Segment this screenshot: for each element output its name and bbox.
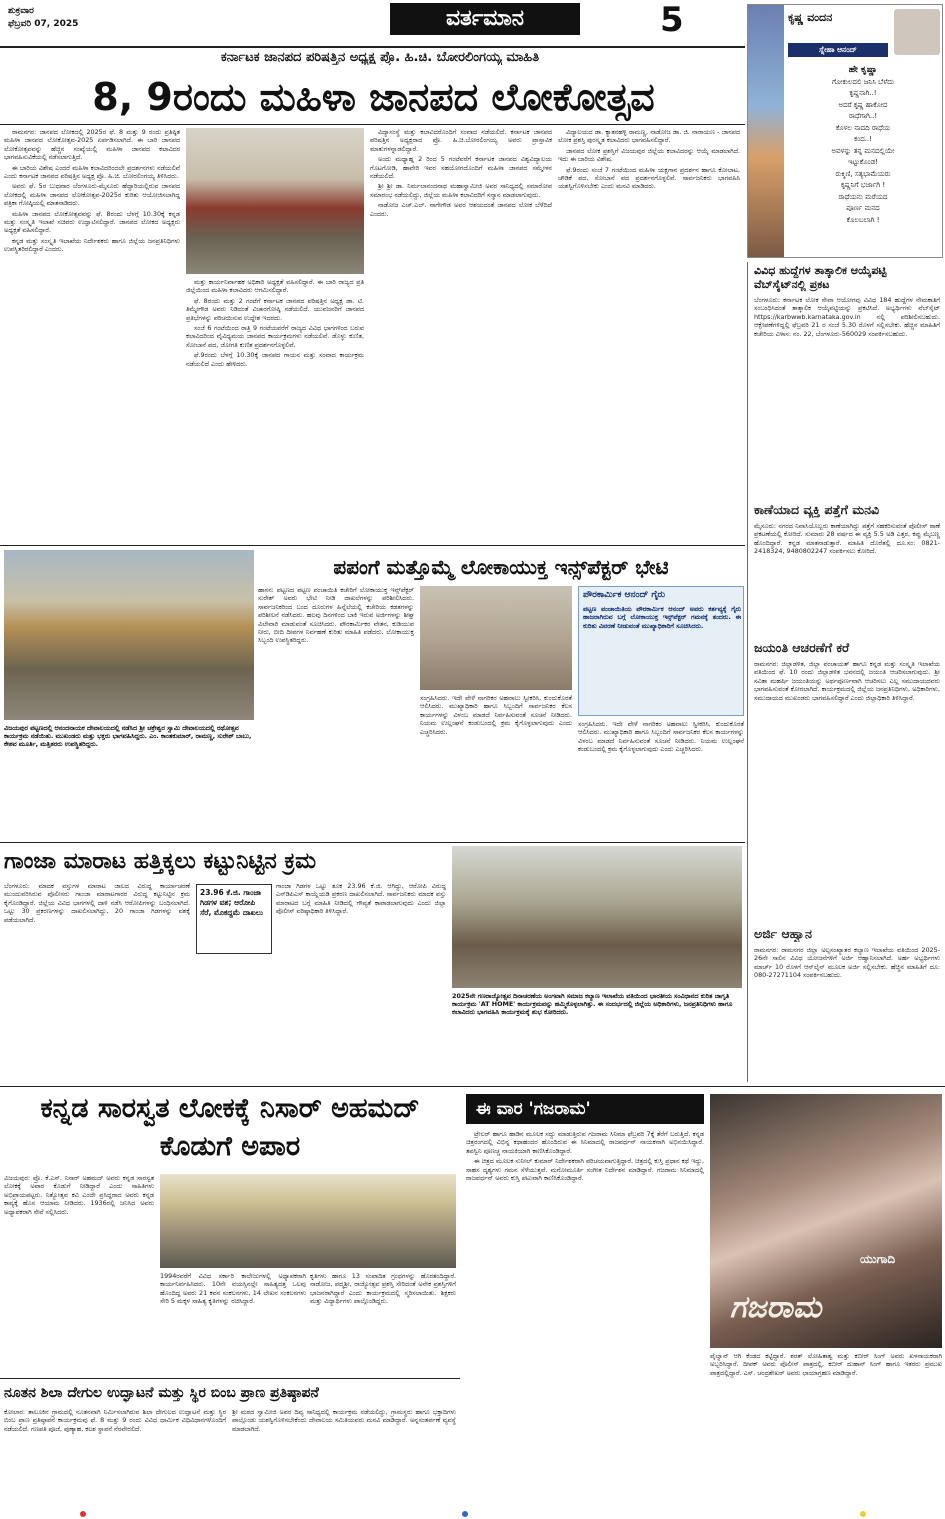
gajarama-headline: ಈ ವಾರ 'ಗಜರಾಮ' bbox=[476, 1099, 591, 1119]
nisar-col-1: ವಿಜಯಪುರ: ಪ್ರೊ. ಕೆ.ಎಸ್. ನಿಸಾರ್ ಅಹಮದ್ ಅವರು ಕನ್ನಡ ಸಾರಸ್ವತ ಲೋಕಕ್ಕೆ ಅಪಾರ ಕೊಡುಗೆ ನೀಡಿದ್ದಾರೆ ಎಂದು ಸಾಹಿತಿಗಳು ಅಭಿಪ್ರಾಯಪಟ್ಟರು. ನಿತ್ಯೋತ್ಸವ ಕವಿ ಎಂದೇ ಪ್ರಸಿದ್ಧರಾದ ಅವರು ಕನ್ನಡ ಕಾವ್ಯಕ್ಕೆ ಹೊಸ ಆಯಾಮ ನೀಡಿದರು. 1936ರಲ್ಲಿ ಜನಿಸಿದ ಅವರು ಅಧ್ಯಾಪಕರಾಗಿ ಸೇವೆ ಸಲ್ಲಿಸಿದರು. bbox=[4, 1174, 154, 1216]
lead-col-2 bbox=[186, 278, 364, 540]
poem-line: ರಾಧೆಯನು ಮರೆಯದ bbox=[838, 192, 888, 201]
paragraph: ಫೆ.9ರಂದು ಬೆಳಗ್ಗೆ 10.30ಕ್ಕೆ ಜಾನಪದ ಗಾಯನ ಮತ್ತು ಸಂವಾದ ಕಾರ್ಯಕ್ರಮ ನಡೆಯಲಿದೆ ಎಂದು ಹೇಳಿದರು. bbox=[186, 351, 364, 368]
shila-col-1: ಕೋಲಾರ: ತಾಲೂಕಿನ ಗ್ರಾಮದಲ್ಲಿ ನೂತನವಾಗಿ ನಿರ್ಮಿಸಲಾಗಿರುವ ಶಿಲಾ ದೇಗುಲದ ಉದ್ಘಾಟನೆ ಮತ್ತು ಸ್ಥಿರ ಬಿಂಬ ಪ್ರಾಣ ಪ್ರತಿಷ್ಠಾಪನೆ ಕಾರ್ಯಕ್ರಮವು ಫೆ. 8 ಮತ್ತು 9 ರಂದು ವಿವಿಧ ಧಾರ್ಮಿಕ ವಿಧಿವಿಧಾನಗಳೊಂದಿಗೆ ನಡೆಯಲಿದೆ. ಗಣಪತಿ ಪೂಜೆ, ಪುಣ್ಯಾಹ, ಕಲಶ ಸ್ಥಾಪನೆ ನೆರವೇರಲಿದೆ. bbox=[4, 1408, 226, 1433]
lead-photo-dancers bbox=[186, 128, 364, 274]
poem-line: ಪೂರ್ಣ ಮನದ bbox=[846, 204, 880, 212]
lead-col-4 bbox=[558, 128, 740, 540]
nisar-event-photo bbox=[160, 1174, 456, 1268]
paper-name: ವರ್ತಮಾನ bbox=[390, 3, 580, 35]
poem-line: ಗೋಕುಲದಲಿ ಜನಿಸಿ ಬೆಳೆದು bbox=[831, 77, 895, 86]
lead-kicker: ಕರ್ನಾಟಕ ಜಾನಪದ ಪರಿಷತ್ತಿನ ಅಧ್ಯಕ್ಷ ಪ್ರೊ. ಹಿ.ಚಿ. ಬೋರಲಿಂಗಯ್ಯ ಮಾಹಿತಿ bbox=[220, 50, 540, 65]
jayanti-headline: ಜಯಂತಿ ಆಚರಣೆಗೆ ಕರೆ bbox=[754, 640, 850, 655]
author-photo bbox=[894, 9, 940, 55]
issue-date: ಫೆಬ್ರವರಿ 07, 2025 bbox=[8, 19, 79, 29]
paragraph: ರಾಮನಗರ: ಜಾನಪದ ಲೋಕದಲ್ಲಿ 2025ರ ಫೆ. 8 ಮತ್ತು 9 ರಂದು ಪ್ರತಿಷ್ಠಿತ ಮಹಿಳಾ ಜಾನಪದ ಲೋಕೋತ್ಸವ-2025 ಏರ್ಪಡಿಸಲಾಗಿದೆ. ಈ ಬಾರಿ ಜಾನಪದ ಲೋಕೋತ್ಸವವನ್ನು ಹೆಚ್ಚಿನ ಸಂಖ್ಯೆಯಲ್ಲಿ ಮಹಿಳಾ ಜಾನಪದ ಕಲಾವಿದರ ಭಾಗವಹಿಸುವಿಕೆಯಲ್ಲಿ ನಡೆಸಲಾಗುತ್ತಿದೆ. bbox=[4, 128, 180, 162]
nisar-headline: ಕನ್ನಡ ಸಾರಸ್ವತ ಲೋಕಕ್ಕೆ ನಿಸಾರ್ ಅಹಮದ್ ಕೊಡುಗೆ ಅಪಾರ bbox=[40, 1093, 420, 1162]
registration-mark bbox=[462, 1511, 468, 1517]
paragraph: ವಿದ್ಯಾಸಂಸ್ಥೆ ಮತ್ತು ಕಲಾವಿದರೊಂದಿಗೆ ಸಂವಾದ ನಡೆಯಲಿದೆ. ಕರ್ನಾಟಕ ಜಾನಪದ ಪರಿಷತ್ತಿನ ಅಧ್ಯಕ್ಷರಾದ ಪ್ರೊ. ಹಿ.ಚಿ.ಬೋರಲಿಂಗಯ್ಯ ಅವರು ಪ್ರಾಸ್ತಾವಿಕ ಮಾತುಗಳನ್ನಾಡಲಿದ್ದಾರೆ. bbox=[370, 128, 552, 153]
lokayukta-col-1: ಹಾಸನ: ಪಟ್ಟಣದ ಪಟ್ಟಣ ಪಂಚಾಯಿತಿ ಕಚೇರಿಗೆ ಲೋಕಾಯುಕ್ತ ಇನ್ಸ್‌ಪೆಕ್ಟರ್ ಸುರೇಶ್ ಅವರು ಭೇಟಿ ನೀಡಿ ದಾಖಲೆಗಳನ್ನು ಪರಿಶೀಲಿಸಿದರು. ಸಾರ್ವಜನಿಕರಿಂದ ಬಂದ ದೂರುಗಳ ಹಿನ್ನೆಲೆಯಲ್ಲಿ ಕಚೇರಿಯ ಕಡತಗಳನ್ನು ಪರಿಶೀಲನೆ ನಡೆಸಿದರು. ಹಲವು ದಿನಗಳಿಂದ ಬಾಕಿ ಇರುವ ಅರ್ಜಿಗಳನ್ನು ಶೀಘ್ರ ವಿಲೇವಾರಿ ಮಾಡುವಂತೆ ಸೂಚಿಸಿದರು. ಪೌರಕಾರ್ಮಿಕರ ವೇತನ, ಕುಡಿಯುವ ನೀರು, ಬೀದಿ ದೀಪಗಳ ನಿರ್ವಹಣೆ ಕುರಿತು ಮಾಹಿತಿ ಪಡೆದರು. ಲೋಕಾಯುಕ್ತ ಸಿಬ್ಬಂದಿ ಉಪಸ್ಥಿತರಿದ್ದರು. bbox=[258, 586, 414, 645]
issue-day: ಶುಕ್ರವಾರ bbox=[8, 6, 34, 16]
gajarama-poster bbox=[710, 1094, 942, 1348]
paragraph: ಕನ್ನಡ ಮತ್ತು ಸಂಸ್ಕೃತಿ ಇಲಾಖೆಯ ನಿರ್ದೇಶಕರು ಹಾಗೂ ಜಿಲ್ಲೆಯ ಜನಪ್ರತಿನಿಧಿಗಳು ಉಪಸ್ಥಿತರಿರಲಿದ್ದಾರೆ ಎಂದರು. bbox=[4, 236, 180, 254]
notice-body: ಬೆಂಗಳೂರು: ಕರ್ನಾಟಕ ಲೋಕ ಸೇವಾ ಆಯೋಗವು ವಿವಿಧ 184 ಹುದ್ದೆಗಳ ನೇಮಕಾತಿಗೆ ಸಂಬಂಧಿಸಿದಂತೆ ತಾತ್ಕಾಲಿಕ ಆಯ್ಕೆಪಟ್ಟಿಯನ್ನು ಪ್ರಕಟಿಸಿದೆ. ಅಭ್ಯರ್ಥಿಗಳು ವೆಬ್‌ಸೈಟ್ https://karbwwb.karnataka.gov.in ನಲ್ಲಿ ಪರಿಶೀಲಿಸಬಹುದು. ಆಕ್ಷೇಪಣೆಗಳಿದ್ದಲ್ಲಿ ಫೆಬ್ರವರಿ 21 ರ ಸಂಜೆ 5.30 ರೊಳಗೆ ಸಲ್ಲಿಸಬೇಕು. ಹೆಚ್ಚಿನ ಮಾಹಿತಿಗೆ ಕಚೇರಿಯ ವಿಳಾಸ: ನಂ. 22, ಬೆಂಗಳೂರು-560029 ಸಂಪರ್ಕಿಸಬಹುದು. bbox=[754, 296, 940, 338]
jayanti-body: ರಾಮನಗರ: ಜಿಲ್ಲಾಡಳಿತ, ಜಿಲ್ಲಾ ಪಂಚಾಯತ್ ಹಾಗೂ ಕನ್ನಡ ಮತ್ತು ಸಂಸ್ಕೃತಿ ಇಲಾಖೆಯ ವತಿಯಿಂದ ಫೆ. 10 ರಂದು ಜಿಲ್ಲಾಡಳಿತ ಭವನದಲ್ಲಿ ಜಯಂತಿ ಆಚರಿಸಲಾಗುವುದು. ಶ್ರೀ ಸವಿತಾ ಮಹರ್ಷಿ ಜಯಂತಿಯನ್ನು ಅರ್ಥಪೂರ್ಣವಾಗಿ ಆಚರಿಸಲು ಎಲ್ಲ ಸಮುದಾಯದವರು ಭಾಗವಹಿಸುವಂತೆ ಕೋರಲಾಗಿದೆ. ಕಾರ್ಯಕ್ರಮದಲ್ಲಿ ಜಿಲ್ಲೆಯ ಜನಪ್ರತಿನಿಧಿಗಳು, ಅಧಿಕಾರಿಗಳು, ಸಮುದಾಯದ ಮುಖಂಡರು ಭಾಗವಹಿಸಲಿದ್ದಾರೆ ಎಂದು ಜಿಲ್ಲಾಧಿಕಾರಿ ತಿಳಿಸಿದ್ದಾರೆ. bbox=[754, 660, 940, 702]
poem-title: ಕೃಷ್ಣ ವಂದನ bbox=[788, 11, 833, 24]
poem-line: ಕಂದ..! bbox=[853, 135, 873, 143]
nisar-col-3: ಕೃತಿಗಳು ಹಾಗೂ 13 ಸಂಪಾದಿತ ಗ್ರಂಥಗಳನ್ನು ಹೊರತಂದಿದ್ದಾರೆ. ನಾಡೋಜ, ಪದ್ಮಶ್ರೀ, ರಾಜ್ಯೋತ್ಸವ ಪ್ರಶಸ್ತಿ ಸೇರಿದಂತೆ ಅನೇಕ ಪ್ರಶಸ್ತಿಗಳಿಗೆ ಭಾಜನರಾಗಿದ್ದಾರೆ ಎಂದು ಕಾರ್ಯಕ್ರಮದಲ್ಲಿ ಸ್ಮರಿಸಲಾಯಿತು. ಶಿಕ್ಷಕರು ಮತ್ತು ವಿದ್ಯಾರ್ಥಿಗಳು ಪಾಲ್ಗೊಂಡಿದ್ದರು. bbox=[310, 1272, 456, 1306]
missing-body: ಮೈಸೂರು: ನಗರದ ನಿವಾಸಿಯೊಬ್ಬರು ಕಾಣೆಯಾಗಿದ್ದು ಪತ್ತೆಗೆ ಸಹಕರಿಸುವಂತೆ ಪೊಲೀಸ್ ಠಾಣೆ ಪ್ರಕಟಣೆಯಲ್ಲಿ ಕೋರಿದೆ. ಸುಮಾರು 28 ವರ್ಷದ ಈ ವ್ಯಕ್ತಿ 5.5 ಅಡಿ ಎತ್ತರ, ಕಪ್ಪು ಮೈಬಣ್ಣ ಹೊಂದಿದ್ದಾರೆ. ಕನ್ನಡ ಮಾತನಾಡುತ್ತಾರೆ. ಮಾಹಿತಿ ದೊರೆತಲ್ಲಿ ದೂ.ಸಂ: 0821-2418324, 9480802247 ಸಂಪರ್ಕಿಸಲು ಕೋರಿದೆ. bbox=[754, 522, 940, 556]
nisar-col-2: 1994ರವರೆಗೆ ವಿವಿಧ ಸರ್ಕಾರಿ ಕಾಲೇಜುಗಳಲ್ಲಿ ಅಧ್ಯಾಪಕರಾಗಿ ಕಾರ್ಯನಿರ್ವಹಿಸಿದರು. 10ನೇ ವಯಸ್ಸಿನಲ್ಲೇ ಸಾಹಿತ್ಯದತ್ತ ಒಲವು ಹೊಂದಿದ್ದ ಅವರು 21 ಕವನ ಸಂಕಲನಗಳು, 14 ಲೇಖನ ಸಂಕಲನಗಳು ಸೇರಿ 5 ಮಕ್ಕಳ ಸಾಹಿತ್ಯ ಕೃತಿಗಳನ್ನು ರಚಿಸಿದ್ದಾರೆ. bbox=[160, 1272, 306, 1306]
poem-line: ಇಟ್ಟುಕೊಂಡ! bbox=[847, 158, 879, 166]
arji-body: ರಾಮನಗರ: ರಾಮನಗರ ಜಿಲ್ಲಾ ಅಲ್ಪಸಂಖ್ಯಾತರ ಕಲ್ಯಾಣ ಇಲಾಖೆಯ ವತಿಯಿಂದ 2025-26ನೇ ಸಾಲಿನ ವಿವಿಧ ಯೋಜನೆಗಳಿಗೆ ಅರ್ಜಿ ಆಹ್ವಾನಿಸಲಾಗಿದೆ. ಅರ್ಹ ಅಭ್ಯರ್ಥಿಗಳು ಮಾರ್ಚ್ 10 ರೊಳಗೆ ಆನ್‌ಲೈನ್ ಮೂಲಕ ಅರ್ಜಿ ಸಲ್ಲಿಸಬೇಕು. ಹೆಚ್ಚಿನ ಮಾಹಿತಿಗೆ ದೂ: 080-27271104 ಸಂಪರ್ಕಿಸಬಹುದು. bbox=[754, 946, 940, 980]
gajarama-col-1 bbox=[466, 1130, 704, 1508]
registration-mark bbox=[80, 1511, 86, 1517]
paragraph: ಮಹಿಳಾ ಜಾನಪದ ಲೋಕೋತ್ಸವವನ್ನು ಫೆ. 8ರಂದು ಬೆಳಗ್ಗೆ 10.30ಕ್ಕೆ ಕನ್ನಡ ಮತ್ತು ಸಂಸ್ಕೃತಿ ಇಲಾಖೆ ಸಚಿವರು ಉದ್ಘಾಟಿಸಲಿದ್ದಾರೆ. ಜಾನಪದ ಲೋಕದ ಅಧ್ಯಕ್ಷರು ಅಧ್ಯಕ್ಷತೆ ವಹಿಸಲಿದ್ದಾರೆ. bbox=[4, 209, 180, 235]
paragraph: ಮತ್ತು ಕಾರ್ಯನಿರ್ವಾಹಕ ಅಧಿಕಾರಿ ಅಧ್ಯಕ್ಷತೆ ವಹಿಸಲಿದ್ದಾರೆ. ಈ ಬಾರಿ ರಾಜ್ಯದ ಪ್ರತಿ ಜಿಲ್ಲೆಯಿಂದ ಮಹಿಳಾ ಕಲಾವಿದರು ಆಗಮಿಸಲಿದ್ದಾರೆ. bbox=[186, 278, 364, 295]
lokayukta-photo bbox=[420, 586, 572, 690]
poem-line: ಅವಳನ್ನು ತನ್ನ ಮನದಲ್ಲಿಯೇ bbox=[831, 146, 895, 155]
poem-line: ಕೊಲಬಲಾಗಿ ! bbox=[846, 215, 880, 224]
at-home-photo-caption: 2025ನೇ ಗಣರಾಜ್ಯೋತ್ಸವ ದಿನಾಚರಣೆಯ ಅಂಗವಾಗಿ ಸಮಾಜ ಕಲ್ಯಾಣ ಇಲಾಖೆಯ ವತಿಯಿಂದ ಭಾರತೀಯ ಸಂವಿಧಾನದ ಕುರಿತ ಜಾಗೃತಿ ಕಾರ್ಯಕ್ರಮ 'AT HOME' ಕಾರ್ಯಕ್ರಮವನ್ನು ಹಮ್ಮಿಕೊಳ್ಳಲಾಗಿತ್ತು. ಈ ಸಂದರ್ಭದಲ್ಲಿ ಜಿಲ್ಲೆಯ ಅಧಿಕಾರಿಗಳು, ಜನಪ್ರತಿನಿಧಿಗಳು ಹಾಗೂ ಕಲಾವಿದರು ಭಾಗವಹಿಸಿ ಕಾರ್ಯಕ್ರಮಕ್ಕೆ ಶುಭ ಕೋರಿದರು. bbox=[452, 992, 733, 1017]
paragraph: ಟ್ರೇಲರ್ ಹಾಗೂ ಹಾಡಿನ ಮೂಲಕ ಸದ್ದು ಮಾಡುತ್ತಿರುವ ಗಜರಾಮ ಸಿನಿಮಾ ಫೆಬ್ರವರಿ 7ಕ್ಕೆ ತೆರೆಗೆ ಬರುತ್ತಿದೆ. ಕನ್ನಡ ಚಿತ್ರರಂಗದಲ್ಲಿ ವಿಭಿನ್ನ ಕಥಾಹಂದರ ಹೊಂದಿರುವ ಈ ಸಿನಿಮಾದಲ್ಲಿ ರಾಜವರ್ಧನ್ ನಾಯಕನಾಗಿ ಅಭಿನಯಿಸಿದ್ದಾರೆ. ತಪಸ್ವಿನಿ ಪೂಣಚ್ಚ ನಾಯಕಿಯಾಗಿ ಕಾಣಿಸಿಕೊಂಡಿದ್ದಾರೆ. bbox=[466, 1130, 704, 1155]
ganja-highlight bbox=[196, 884, 272, 954]
lead-headline: 8, 9ರಂದು ಮಹಿಳಾ ಜಾನಪದ ಲೋಕೋತ್ಸವ bbox=[92, 75, 655, 119]
missing-headline: ಕಾಣೆಯಾದ ವ್ಯಕ್ತಿ ಪತ್ತೆಗೆ ಮನವಿ bbox=[754, 502, 880, 517]
lokayukta-sidebar-body: ಪಟ್ಟಣ ಪಂಚಾಯಿತಿಯ ಪೌರಕಾರ್ಮಿಕ ಆನಂದ್ ಅವರು ಕರ್ತವ್ಯಕ್ಕೆ ಗೈರು ಹಾಜರಾಗಿರುವ ಬಗ್ಗೆ ಲೋಕಾಯುಕ್ತ ಇನ್ಸ್‌ಪೆಕ್ಟರ್ ಗಮನಕ್ಕೆ ತಂದರು. ಈ ಕುರಿತು ವಿವರಣೆ ನೀಡುವಂತೆ ಮುಖ್ಯಾಧಿಕಾರಿಗೆ ಸೂಚಿಸಿದರು. bbox=[583, 605, 741, 630]
paragraph: ವಿದ್ಯಾಲಯದ ಡಾ. ಕ್ಯಾತನಹಳ್ಳಿ ರಾಮಣ್ಣ, ನಾಡೋಜ ಡಾ. ಜಿ. ನಾರಾಯಣ - ಜಾನಪದ ಲೋಕ ಪ್ರಶಸ್ತಿ ಪುರಸ್ಕೃತ ಕಲಾವಿದರು ಭಾಗವಹಿಸಲಿದ್ದಾರೆ. bbox=[558, 128, 740, 145]
ganja-col-1: ಬೆಂಗಳೂರು: ಮಾದಕ ವಸ್ತುಗಳ ಮಾರಾಟ ಜಾಲದ ವಿರುದ್ಧ ಕಾರ್ಯಾಚರಣೆ ಮುಂದುವರಿಸಿರುವ ಪೊಲೀಸರು ಗಾಂಜಾ ಮಾರಾಟಗಾರರ ವಿರುದ್ಧ ಕಟ್ಟುನಿಟ್ಟಿನ ಕ್ರಮ ಕೈಗೊಂಡಿದ್ದಾರೆ. ಜಿಲ್ಲೆಯ ವಿವಿಧ ಭಾಗಗಳಲ್ಲಿ ದಾಳಿ ನಡೆಸಿ ಆರೋಪಿಗಳನ್ನು ಬಂಧಿಸಲಾಗಿದೆ. ಒಟ್ಟು 30 ಪ್ರಕರಣಗಳನ್ನು ದಾಖಲಿಸಲಾಗಿದ್ದು, 20 ಗಾಂಜಾ ಗಿಡಗಳನ್ನು ವಶಕ್ಕೆ ಪಡೆಯಲಾಗಿದೆ. bbox=[4, 882, 190, 924]
poem-line: ರಾಧೆಗಾಗಿ..! bbox=[848, 112, 878, 120]
notice-headline: ವಿವಿಧ ಹುದ್ದೆಗಳ ತಾತ್ಕಾಲಿಕ ಆಯ್ಕೆಪಟ್ಟಿ ವೆಬ್‌ಸೈಟ್‌ನಲ್ಲಿ ಪ್ರಕಟ bbox=[754, 264, 887, 291]
lokayukta-col-4: ಸಂಗ್ರಹಿಸಿದರು. ಇದೇ ವೇಳೆ ನಾಗರಿಕರ ಅಹವಾಲು ಸ್ವೀಕರಿಸಿ, ಕುಂದುಕೊರತೆ ಆಲಿಸಿದರು. ಮುಖ್ಯಾಧಿಕಾರಿ ಹಾಗೂ ಸಿಬ್ಬಂದಿಗೆ ಸಾರ್ವಜನಿಕರ ಕೆಲಸ ಕಾರ್ಯಗಳನ್ನು ವಿಳಂಬ ಮಾಡದೆ ನಿರ್ವಹಿಸುವಂತೆ ಸೂಚನೆ ನೀಡಿದರು. ನಿಯಮ ಉಲ್ಲಂಘನೆ ಕಂಡುಬಂದಲ್ಲಿ ಕ್ರಮ ಕೈಗೊಳ್ಳಲಾಗುವುದು ಎಂದು ಎಚ್ಚರಿಸಿದರು. bbox=[578, 720, 744, 754]
lokayukta-col-3: ಸಂಗ್ರಹಿಸಿದರು. ಇದೇ ವೇಳೆ ನಾಗರಿಕರ ಅಹವಾಲು ಸ್ವೀಕರಿಸಿ, ಕುಂದುಕೊರತೆ ಆಲಿಸಿದರು. ಮುಖ್ಯಾಧಿಕಾರಿ ಹಾಗೂ ಸಿಬ್ಬಂದಿಗೆ ಸಾರ್ವಜನಿಕರ ಕೆಲಸ ಕಾರ್ಯಗಳನ್ನು ವಿಳಂಬ ಮಾಡದೆ ನಿರ್ವಹಿಸುವಂತೆ ಸೂಚನೆ ನೀಡಿದರು. ನಿಯಮ ಉಲ್ಲಂಘನೆ ಕಂಡುಬಂದಲ್ಲಿ ಕ್ರಮ ಕೈಗೊಳ್ಳಲಾಗುವುದು ಎಂದು ಎಚ್ಚರಿಸಿದರು. bbox=[420, 694, 572, 736]
poem-line: ಕೃಷ್ಣನಾಗಿ..! bbox=[849, 89, 877, 97]
poem-line: ಕೊಳಲ ನಾದದಿ ರಾಧೆಯ bbox=[835, 123, 891, 132]
krishna-image bbox=[748, 5, 784, 257]
paragraph: ಶ್ರೀ ಶ್ರೀ ಡಾ. ನಿರ್ಮಲಾನಂದನಾಥ ಮಹಾಸ್ವಾಮೀಜಿ ಅವರ ಸಾನಿಧ್ಯದಲ್ಲಿ ಸಮಾರೋಪ ಸಮಾರಂಭ ನಡೆಯಲಿದ್ದು, ಜಿಲ್ಲೆಯ ಮಹಿಳಾ ಕಲಾವಿದರಿಗೆ ಸನ್ಮಾನ ಮಾಡಲಾಗುವುದು. bbox=[370, 182, 552, 199]
lokayukta-sidebar-title: ಪೌರಕಾರ್ಮಿಕ ಆನಂದ್ ಗೈರು bbox=[583, 590, 666, 600]
paragraph: ಅವರು ಫೆ. 5ರ ಬುಧವಾರ ಬೆಂಗಳೂರು-ಮೈಸೂರು ಹೆದ್ದಾರಿಯಲ್ಲಿರುವ ಜಾನಪದ ಲೋಕದಲ್ಲಿ ಮಹಿಳಾ ಜಾನಪದ ಲೋಕೋತ್ಸವ-2025ರ ಕುರಿತು ಆಯೋಜಿಸಲಾಗಿದ್ದ ಪತ್ರಿಕಾ ಗೋಷ್ಠಿಯಲ್ಲಿ ಮಾತನಾಡಿದರು. bbox=[4, 182, 180, 208]
temple-event-photo bbox=[4, 550, 254, 720]
shila-col-2: ಶ್ರೀ ಮಠದ ಸ್ವಾಮೀಜಿ ಅವರ ದಿವ್ಯ ಸಾನಿಧ್ಯದಲ್ಲಿ ಕಾರ್ಯಕ್ರಮ ನಡೆಯಲಿದ್ದು, ಗ್ರಾಮಸ್ಥರು ಹಾಗೂ ಭಕ್ತಾದಿಗಳು ಪಾಲ್ಗೊಂಡು ಯಶಸ್ವಿಗೊಳಿಸಬೇಕೆಂದು ದೇವಾಲಯ ಸಮಿತಿಯವರು ಮನವಿ ಮಾಡಿದ್ದಾರೆ. ಅನ್ನಸಂತರ್ಪಣೆ ವ್ಯವಸ್ಥೆ ಮಾಡಲಾಗಿದೆ. bbox=[232, 1408, 456, 1433]
ganja-headline: ಗಾಂಜಾ ಮಾರಾಟ ಹತ್ತಿಕ್ಕಲು ಕಟ್ಟುನಿಟ್ಟಿನ ಕ್ರಮ bbox=[4, 849, 317, 874]
poem-lines bbox=[788, 65, 938, 255]
ganja-highlight-text: 23.96 ಕೆ.ಜಿ. ಗಾಂಜಾ ಗಿಡಗಳ ವಶ; ಆರೋಪಿ ಸೆರೆ, ಮೊಕದ್ದಮೆ ದಾಖಲು bbox=[200, 888, 264, 917]
poem-line: ಅದರೆ ಕೃಷ್ಣ ಹಾಕೋದ bbox=[838, 100, 888, 109]
lokayukta-headline: ಪಪಂಗೆ ಮತ್ತೊಮ್ಮೆ ಲೋಕಾಯುಕ್ತ ಇನ್ಸ್‌ಪೆಕ್ಟರ್ ಭೇಟಿ bbox=[333, 555, 669, 579]
temple-photo-caption: ವಿಜಯಪುರ ಪಟ್ಟಣದಲ್ಲಿ ಆನಂದನಾಯಕ ದೇವಾಲಯದಲ್ಲಿ ನಡೆಸಿದ ಶ್ರೀ ಚಕ್ರೇಶ್ವರ ಸ್ವಾಮಿ ದೇವಾಲಯದಲ್ಲಿ ರಥೋತ್ಸವ ಕಾರ್ಯಕ್ರಮ ನಡೆಯಿತು. ಮುಖಂಡರು ಮತ್ತು ಭಕ್ತರು ಭಾಗವಹಿಸಿದ್ದರು. ಎಂ. ಕಾಂತಕುಮಾರ್, ರಾಮಣ್ಣ, ಸುರೇಶ್ ಬಾಬು, ಕೇಶವ ಮೂರ್ತಿ, ಮತ್ತಿತರರು ಉಪಸ್ಥಿತರಿದ್ದರು. bbox=[4, 724, 252, 749]
paragraph: ಅಂದು ಮಧ್ಯಾಹ್ನ 2 ರಿಂದ 5 ಗಂಟೆವರೆಗೆ ಕರ್ನಾಟಕ ಜಾನಪದ ವಿಶ್ವವಿದ್ಯಾಲಯ ಗೊಟಗೋಡಿ, ಹಾವೇರಿ ಇವರ ಸಹಯೋಗದೊಂದಿಗೆ ಮಹಿಳಾ ಜಾನಪದ ಸಮ್ಮೇಳನ ನಡೆಯಲಿದೆ. bbox=[370, 155, 552, 181]
gajarama-col-2: ಪೈಲ್ವಾನ್ ಆಗಿ ಕೆಂಡದ ಕಟ್ಟಿದ್ದಾರೆ. ಶರತ್ ಲೋಹಿತಾಶ್ವ ಮತ್ತು ಕಬೀರ್ ಸಿಂಗ್ ಅವರು ಖಳನಾಯಕರಾಗಿ ಅಬ್ಬರಿಸಿದ್ದಾರೆ. ದೀಪಕ್ ಅವರು ಪೊಲೀಸ್ ಪಾತ್ರದಲ್ಲಿ, ಕಬೀರ್ ದುಹಾನ್ ಸಿಂಗ್ ಹಾಗೂ ಇತರರು ಪ್ರಮುಖ ಪಾತ್ರದಲ್ಲಿದ್ದಾರೆ. ಎಸ್. ಚಂದ್ರಶೇಖರ್ ಅವರು ಛಾಯಾಗ್ರಹಣ ಮಾಡಿದ್ದಾರೆ. bbox=[710, 1352, 942, 1377]
ganja-col-2: ಗಾಂಜಾ ಗಿಡಗಳ ಒಟ್ಟು ತೂಕ 23.96 ಕೆ.ಜಿ. ಆಗಿದ್ದು, ಆರೋಪಿ ವಿರುದ್ಧ ಎನ್‌ಡಿಪಿಎಸ್ ಕಾಯ್ದೆಯಡಿ ಪ್ರಕರಣ ದಾಖಲಿಸಲಾಗಿದೆ. ಸಾರ್ವಜನಿಕರು ಮಾದಕ ವಸ್ತು ಮಾರಾಟದ ಬಗ್ಗೆ ಮಾಹಿತಿ ನೀಡಿದಲ್ಲಿ ಗೌಪ್ಯತೆ ಕಾಪಾಡಲಾಗುವುದು ಎಂದು ಜಿಲ್ಲಾ ಪೊಲೀಸ್ ವರಿಷ್ಠಾಧಿಕಾರಿ ತಿಳಿಸಿದ್ದಾರೆ. bbox=[276, 882, 446, 916]
lead-col-1 bbox=[4, 128, 180, 540]
poster-title: ಗಜರಾಮ bbox=[730, 1290, 822, 1325]
at-home-event-photo bbox=[452, 846, 742, 988]
side-news bbox=[747, 262, 943, 1082]
arji-headline: ಅರ್ಜಿ ಆಹ್ವಾನ bbox=[754, 926, 812, 941]
page-number: 5 bbox=[660, 0, 684, 40]
paragraph: ಸಂಜೆ 6 ಗಂಟೆಯಿಂದ ರಾತ್ರಿ 9 ಗಂಟೆಯವರೆಗೆ ರಾಜ್ಯದ ವಿವಿಧ ಭಾಗಗಳಿಂದ ಬರುವ ಕಲಾವಿದರಿಂದ ವೈವಿಧ್ಯಮಯ ಜಾನಪದ ಕಾರ್ಯಕ್ರಮಗಳು ನಡೆಯಲಿವೆ. ಡೊಳ್ಳು ಕುಣಿತ, ಸೋಬಾನೆ ಪದ, ಜೋಗತಿ ಕುಣಿತ ಪ್ರದರ್ಶನಗೊಳ್ಳಲಿವೆ. bbox=[186, 324, 364, 349]
poem-author: ಸ್ನೇಹಾ ಆನಂದ್ bbox=[788, 43, 888, 57]
gajarama-headline-box bbox=[466, 1094, 704, 1124]
paragraph: ಈ ಚಿತ್ರದ ಮೂಲಕ ಸುನೀಲ್ ಕುಮಾರ್ ನಿರ್ದೇಶಕರಾಗಿ ಪರಿಚಯವಾಗುತ್ತಿದ್ದಾರೆ. ಚಿತ್ರದಲ್ಲಿ ಕುಸ್ತಿ ಪ್ರಧಾನ ಕಥೆ ಇದ್ದು, ಸಾಹಸ ದೃಶ್ಯಗಳು ಗಮನ ಸೆಳೆಯುತ್ತವೆ. ಮನೋಮೂರ್ತಿ ಸಂಗೀತ ನಿರ್ದೇಶನ ಮಾಡಿದ್ದಾರೆ. ಗಜರಾಮ ಸಿನಿಮಾದಲ್ಲಿ ರಾಜವರ್ಧನ್ ಅವರು ಕುಸ್ತಿ ಪಟುವಾಗಿ ಕಾಣಿಸಿಕೊಂಡಿದ್ದಾರೆ. bbox=[466, 1157, 704, 1183]
masthead bbox=[0, 0, 745, 46]
poster-tag: ಯುಗಾದಿ bbox=[860, 1252, 896, 1266]
poem-line: ರುಕ್ಮಿಣಿ, ಸತ್ಯಭಾಮೆಯರು bbox=[835, 169, 891, 178]
poem-line: ಹೇ ಕೃಷ್ಣಾ bbox=[848, 65, 878, 75]
paragraph: ನಾಡೋಜ ಎಚ್.ಎಲ್. ನಾಗೇಗೌಡ ಅವರ ಆಶಯದಂತೆ ಜಾನಪದ ಲೋಕ ಬೆಳೆದಿದೆ ಎಂದರು. bbox=[370, 201, 552, 218]
lead-col-3 bbox=[370, 128, 552, 540]
paragraph: ಫೆ.9ರಂದು ಸಂಜೆ 7 ಗಂಟೆಯಿಂದ ಮಹಿಳಾ ಯಕ್ಷಗಾನ ಪ್ರದರ್ಶನ ಹಾಗೂ ಕೋಲಾಟ, ಚೌಡಿಕೆ ಪದ, ಸೋಬಾನೆ ಪದ ಪ್ರದರ್ಶನಗೊಳ್ಳಲಿವೆ. ಸಾರ್ವಜನಿಕರು ಭಾಗವಹಿಸಿ ಯಶಸ್ವಿಗೊಳಿಸಬೇಕು ಎಂದು ಮನವಿ ಮಾಡಿದರು. bbox=[558, 165, 740, 191]
shila-headline: ನೂತನ ಶಿಲಾ ದೇಗುಲ ಉದ್ಘಾಟನೆ ಮತ್ತು ಸ್ಥಿರ ಬಿಂಬ ಪ್ರಾಣ ಪ್ರತಿಷ್ಠಾಪನೆ bbox=[4, 1385, 319, 1401]
poem-box bbox=[747, 4, 943, 258]
paragraph: ಜಾನಪದ ಲೋಕ ಪ್ರಶಸ್ತಿಗೆ ವಿಜಯಪುರ ಜಿಲ್ಲೆಯ ಕಲಾವಿದರನ್ನು ಆಯ್ಕೆ ಮಾಡಲಾಗಿದೆ. ಇದು ಈ ಬಾರಿಯ ವಿಶೇಷ. bbox=[558, 146, 740, 164]
paragraph: ಈ ಬಾರಿಯ ವಿಶೇಷ ಎಂದರೆ ಮಹಿಳಾ ಕಲಾವಿದರಿಂದಲೇ ಪ್ರದರ್ಶನಗಳು ನಡೆಯಲಿವೆ ಎಂದು ಕರ್ನಾಟಕ ಜಾನಪದ ಪರಿಷತ್ತಿನ ಅಧ್ಯಕ್ಷ ಪ್ರೊ. ಹಿ.ಚಿ. ಬೋರಲಿಂಗಯ್ಯ ತಿಳಿಸಿದರು. bbox=[4, 163, 180, 181]
registration-mark bbox=[860, 1511, 866, 1517]
paragraph: ಫೆ. 8ರಂದು ಮತ್ತು 2 ಗಂಟೆಗೆ ಕರ್ನಾಟಕ ಜಾನಪದ ಪರಿಷತ್ತಿನ ಅಧ್ಯಕ್ಷ ಡಾ. ಟಿ. ತಿಮ್ಮೇಗೌಡ ಅವರು ನಿಡಿದಂತೆ ವಿಚಾರಗೋಷ್ಠಿ ನಡೆಯಲಿದೆ. ಯುವಜನರಿಗೆ ಜಾನಪದ ಪ್ರತಿಭೆಗಳನ್ನು ಪರಿಚಯಿಸುವ ಉದ್ದೇಶ ಇದರದು. bbox=[186, 296, 364, 322]
lokayukta-sidebar bbox=[578, 586, 744, 716]
poem-line: ಕೃಷ್ಣನಿಗೆ ಭರ್ಜಾಗಿ ! bbox=[840, 181, 886, 189]
